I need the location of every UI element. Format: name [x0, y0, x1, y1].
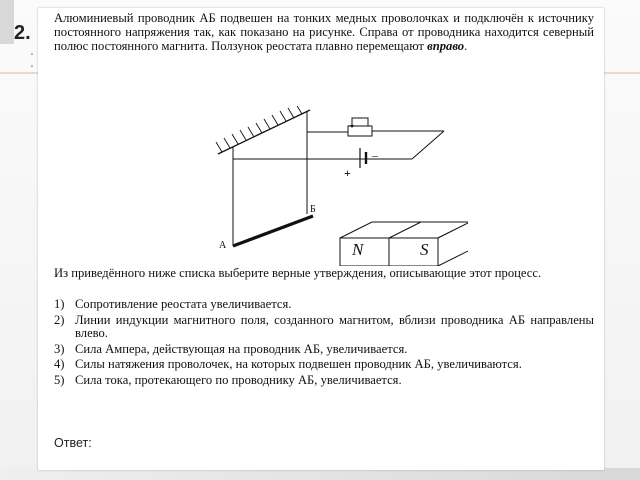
task-page: [38, 8, 604, 470]
ceiling-hatching: [216, 106, 302, 152]
option-text: Линии индукции магнитного поля, созданного магнитом, вблизи проводника АБ направлены влево.: [75, 312, 594, 341]
option-text: Сопротивление реостата увеличивается.: [75, 297, 292, 311]
option-text: Силы натяжения проволочек, на которых подвешен проводник АБ, увеличиваются.: [75, 357, 522, 372]
instruction-text: Из приведённого ниже списка выберите верные утверждения, описывающие этот процесс.: [54, 266, 542, 280]
option-text: Сила Ампера, действующая на проводник АБ, увеличивается.: [75, 341, 408, 356]
problem-statement: [54, 11, 594, 54]
slide-corner-decoration: [0, 0, 14, 44]
options-list: [54, 298, 594, 390]
option-number: 2): [54, 312, 65, 327]
circuit-diagram: [208, 106, 468, 266]
battery-plus: +: [344, 166, 351, 180]
option-text: Сила тока, протекающего по проводнику АБ, увеличивается.: [75, 372, 402, 387]
option-number: 4): [54, 357, 65, 372]
problem-text: Алюминиевый проводник АБ подвешен на тонких медных проволочках и подключён к источнику постоянного напряжения так, как показано на рисунке. Справа от проводника находится северный полюс постоянного магнита. Ползунок реостата плавно перемещают: [54, 11, 594, 54]
magnet-pole-n: N: [352, 240, 364, 259]
option-item: [54, 358, 594, 372]
option-item: [54, 314, 594, 341]
answer-label: Ответ:: [54, 436, 92, 450]
option-item: [54, 298, 594, 312]
option-item: [54, 343, 594, 357]
battery-minus: –: [372, 148, 378, 162]
slide-number: 2.: [14, 22, 31, 44]
problem-emphasis: вправо: [427, 39, 465, 54]
label-a: А: [219, 240, 227, 251]
option-number: 5): [54, 372, 65, 387]
option-number: 1): [54, 297, 65, 311]
option-number: 3): [54, 341, 65, 356]
slide-ghost-text: . .: [30, 42, 34, 70]
label-b: Б: [310, 204, 316, 215]
magnet-pole-s: S: [420, 240, 429, 259]
problem-text-end: .: [464, 39, 468, 54]
option-item: [54, 374, 594, 388]
circuit-figure: [208, 106, 468, 266]
